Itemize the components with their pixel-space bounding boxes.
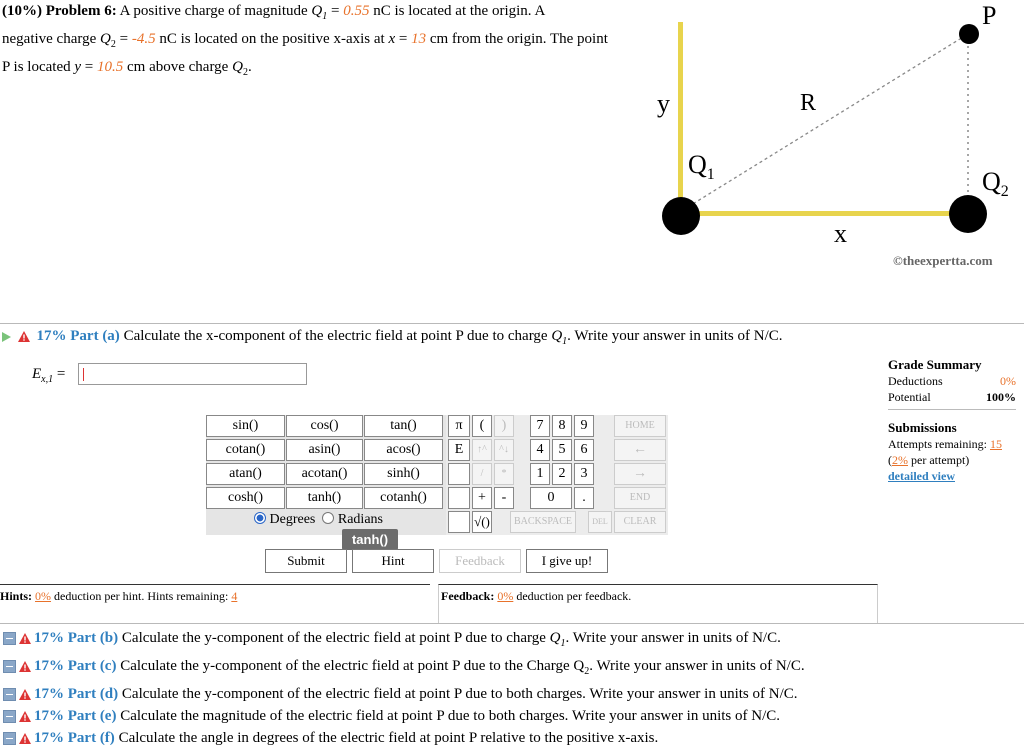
y-value: 10.5 [97,59,124,75]
hints-remaining: 4 [231,589,238,603]
digit-1[interactable]: 1 [530,463,550,485]
e-button[interactable]: E [448,439,470,461]
part-a-label: Part (a) [70,328,120,344]
digit-7[interactable]: 7 [530,415,550,437]
right-arrow-button[interactable]: → [614,463,666,485]
end-button[interactable]: END [614,487,666,509]
cos-button[interactable]: cos() [286,415,363,437]
expand-icon[interactable] [3,688,16,701]
parts-list [0,627,900,749]
warning-icon [18,331,30,342]
q2-label: $Q_2$ [982,167,1009,200]
digit-2[interactable]: 2 [552,463,572,485]
backspace-button[interactable]: BACKSPACE [510,511,576,533]
q1-charge [662,197,700,235]
cotanh-button[interactable]: cotanh() [364,487,443,509]
play-icon[interactable] [2,332,11,342]
warning-icon [19,689,31,700]
cosh-button[interactable]: cosh() [206,487,285,509]
warning-icon [19,711,31,722]
part-item[interactable]: 17% Part (e) Calculate the magnitude of the electric field at point P due to both charges. Write your answer in units of N/C. [0,705,900,727]
y-axis-line [678,22,683,218]
warning-icon [19,633,31,644]
clear-button[interactable]: CLEAR [614,511,666,533]
x-value: 13 [411,31,427,47]
expand-icon[interactable] [3,710,16,723]
deductions-value: 0% [1000,374,1016,388]
problem-statement: (10%) Problem 6: A positive charge of magnitude $Q_1 = 0.55$ nC is located at the origin. A negative charge $Q_2 = -4.5$ nC is located on the positive x-axis at x = 13 cm from the origin. The point P is located y = 10.5 cm above charge $Q_2$. [2,3,608,78]
give-up-button[interactable]: I give up! [526,549,608,573]
angle-mode [254,511,383,529]
keypad [206,415,671,535]
sqrt-button[interactable]: √() [472,511,492,533]
submit-button[interactable]: Submit [265,549,347,573]
charge-diagram [650,0,1024,275]
answer-label: $E_{x,1}$ = [32,366,66,385]
y-label: y [657,89,670,118]
x-axis-line [680,211,970,216]
r-label: R [800,90,817,116]
sinh-button[interactable]: sinh() [364,463,443,485]
blank-key-2 [448,487,470,509]
plus-button[interactable]: + [472,487,492,509]
r-line [683,34,968,210]
superscript-up-button[interactable]: ↑^ [472,439,492,461]
problem-percent: (10%) [2,3,42,19]
digit-9[interactable]: 9 [574,415,594,437]
digit-5[interactable]: 5 [552,439,572,461]
part-item[interactable]: 17% Part (c) Calculate the y-component of the electric field at point P due to the Charge $Q_2$. Write your answer in units of N/C. [0,655,900,683]
pi-button[interactable]: π [448,415,470,437]
left-arrow-button[interactable]: ← [614,439,666,461]
q2-charge [949,195,987,233]
p-label: P [982,1,997,30]
asin-button[interactable]: asin() [286,439,363,461]
superscript-down-button[interactable]: ^↓ [494,439,514,461]
watermark: ©theexpertta.com [893,253,993,268]
expand-icon[interactable] [3,660,16,673]
degrees-label: Degrees [269,512,316,527]
text-caret [83,368,84,381]
sin-button[interactable]: sin() [206,415,285,437]
part-a-percent: 17% [36,328,67,344]
p-point [959,24,979,44]
warning-icon [19,661,31,672]
del-button[interactable]: DEL [588,511,612,533]
grade-summary: Grade Summary Deductions 0% Potential 100% Submissions Attempts remaining: 15 (2% per attempt) detailed view [888,357,1016,483]
digit-6[interactable]: 6 [574,439,594,461]
answer-input[interactable] [78,363,307,385]
part-a-header: 17% Part (a) Calculate the x-component of the electric field at point P due to charge $Q_1$. Write your answer in units of N/C. [0,328,880,347]
submissions-title: Submissions [888,420,957,435]
lparen-button[interactable]: ( [472,415,492,437]
degrees-radio[interactable] [254,512,266,524]
blank-key-1 [448,463,470,485]
digit-3[interactable]: 3 [574,463,594,485]
digit-4[interactable]: 4 [530,439,550,461]
digit-8[interactable]: 8 [552,415,572,437]
minus-button[interactable]: - [494,487,514,509]
tanh-button[interactable]: tanh() [286,487,363,509]
problem-title: Problem 6: [45,3,117,19]
q2-value: -4.5 [131,31,156,47]
tan-button[interactable]: tan() [364,415,443,437]
hint-button[interactable]: Hint [352,549,434,573]
part-item[interactable]: 17% Part (b) Calculate the y-component of the electric field at point P due to charge $Q_1$. Write your answer in units of N/C. [0,627,900,655]
part-item[interactable]: 17% Part (d) Calculate the y-component of the electric field at point P due to both charges. Write your answer in units of N/C. [0,683,900,705]
divider-top [0,323,1024,324]
tooltip: tanh() [342,529,398,550]
x-label: x [834,219,847,248]
q1-label: $Q_1$ [688,150,715,183]
part-item[interactable]: 17% Part (f) Calculate the angle in degrees of the electric field at point P relative to the positive x-axis. [0,727,900,749]
multiply-button[interactable]: * [494,463,514,485]
decimal-button[interactable]: . [574,487,594,509]
expand-icon[interactable] [3,732,16,745]
divider-bottom [0,623,1024,624]
home-button[interactable]: HOME [614,415,666,437]
radians-label: Radians [337,512,383,527]
hints-box: Hints: 0% deduction per hint. Hints remaining: 4 [0,584,430,623]
potential-value: 100% [986,390,1016,404]
feedback-button[interactable]: Feedback [439,549,521,573]
q1-value: 0.55 [343,3,370,19]
detailed-view-link[interactable]: detailed view [888,469,955,483]
acos-button[interactable]: acos() [364,439,443,461]
cotan-button[interactable]: cotan() [206,439,285,461]
grade-title: Grade Summary [888,357,982,372]
atan-button[interactable]: atan() [206,463,285,485]
acotan-button[interactable]: acotan() [286,463,363,485]
digit-0[interactable]: 0 [530,487,572,509]
divide-button[interactable]: / [472,463,492,485]
expand-icon[interactable] [3,632,16,645]
feedback-box: Feedback: 0% deduction per feedback. [438,584,878,623]
radians-radio[interactable] [322,512,334,524]
attempts-remaining: 15 [989,437,1002,451]
rparen-button[interactable]: ) [494,415,514,437]
blank-key-3 [448,511,470,533]
